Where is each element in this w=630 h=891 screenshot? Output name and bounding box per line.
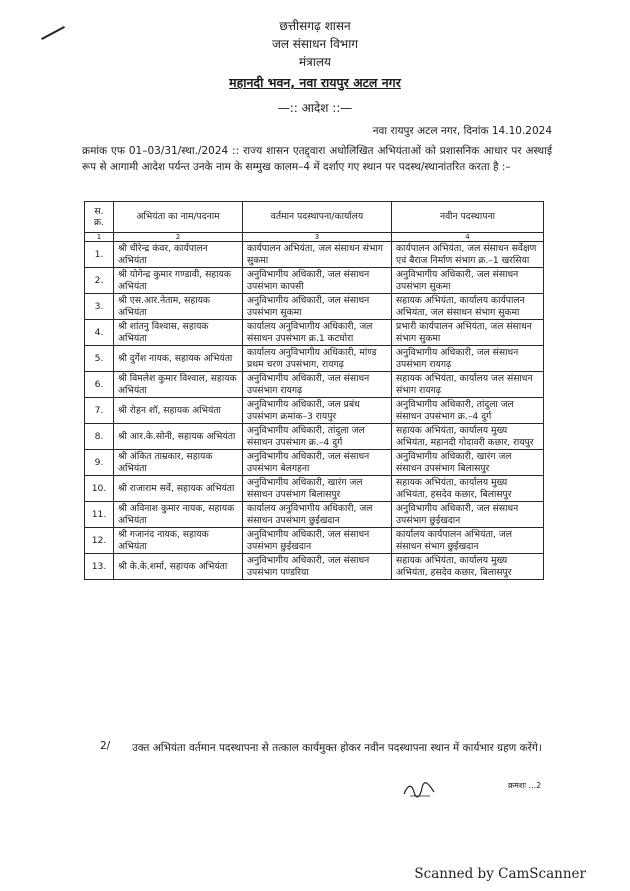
current-posting-cell: अनुविभागीय अधिकारी, जल संसाधन उपसंभाग बेलगहना — [243, 450, 392, 476]
serial-cell: 12. — [85, 528, 114, 554]
current-posting-cell: अनुविभागीय अधिकारी, जल संसाधन उपसंभाग सुकमा — [243, 294, 392, 320]
column-number: 2 — [114, 233, 243, 242]
column-number: 4 — [392, 233, 544, 242]
table-row — [85, 554, 544, 580]
new-posting-cell: कार्यपालन अभियंता, जल संसाधन सर्वेक्षण एवं बैराज निर्माण संभाग क्र.–1 खरसिया — [392, 242, 544, 268]
engineer-name-cell: श्री दुर्गेश नायक, सहायक अभियंता — [114, 346, 243, 372]
table-row — [85, 346, 544, 372]
serial-cell: 7. — [85, 398, 114, 424]
current-posting-cell: अनुविभागीय अधिकारी, जल संसाधन उपसंभाग कापसी — [243, 268, 392, 294]
header-address: महानदी भवन, नवा रायपुर अटल नगर — [229, 75, 401, 90]
table-row — [85, 450, 544, 476]
table-row — [85, 320, 544, 346]
new-posting-cell: सहायक अभियंता, कार्यालय मुख्य अभियंता, हसदेव कछार, बिलासपुर — [392, 476, 544, 502]
current-posting-cell: कार्यपालन अभियंता, जल संसाधन संभाग सुकमा — [243, 242, 392, 268]
new-posting-cell: अनुविभागीय अधिकारी, जल संसाधन उपसंभाग रायगढ़ — [392, 346, 544, 372]
engineer-name-cell: श्री के.के.शर्मा, सहायक अभियंता — [114, 554, 243, 580]
serial-cell: 4. — [85, 320, 114, 346]
engineer-name-cell: श्री राजाराम सर्वे, सहायक अभियंता — [114, 476, 243, 502]
engineer-name-cell: श्री एस.आर.नेताम, सहायक अभियंता — [114, 294, 243, 320]
current-posting-cell: कार्यालय अनुविभागीय अधिकारी, जल संसाधन उपसंभाग क्र.1 कटघोरा — [243, 320, 392, 346]
engineer-name-cell: श्री अंकित ताम्रकार, सहायक अभियंता — [114, 450, 243, 476]
engineer-name-cell: श्री आर.के.सोनी, सहायक अभियंता — [114, 424, 243, 450]
column-number-row — [85, 233, 544, 242]
para2-text: उक्त अभियंता वर्तमान पदस्थापना से तत्काल कार्यमुक्त होकर नवीन पदस्थापना स्थान में कार्यभार ग्रहण करेंगे। — [132, 742, 542, 754]
engineer-name-cell: श्री विमलेश कुमार विश्वाल, सहायक अभियंता — [114, 372, 243, 398]
table-row — [85, 398, 544, 424]
table-row — [85, 476, 544, 502]
new-posting-cell: सहायक अभियंता, कार्यालय मुख्य अभियंता, हसदेव कछार, बिलासपुर — [392, 554, 544, 580]
new-posting-cell: सहायक अभियंता, कार्यालय जल संसाधन संभाग रायगढ़ — [392, 372, 544, 398]
para2-number: 2/ — [100, 740, 111, 752]
table-body — [85, 233, 544, 580]
table-header-row — [85, 202, 544, 233]
current-posting-cell: अनुविभागीय अधिकारी, खारंग जल संसाधन उपसंभाग बिलासपुर — [243, 476, 392, 502]
current-posting-cell: अनुविभागीय अधिकारी, जल संसाधन उपसंभाग छुईखदान — [243, 528, 392, 554]
table-row — [85, 268, 544, 294]
engineer-name-cell: श्री धीरेन्द्र कंवर, कार्यपालन अभियंता — [114, 242, 243, 268]
new-posting-cell: अनुविभागीय अधिकारी, तांदुला जल संसाधन उपसंभाग क्र.–4 दुर्ग — [392, 398, 544, 424]
new-posting-cell: प्रभारी कार्यपालन अभियंता, जल संसाधन संभाग सुकमा — [392, 320, 544, 346]
serial-cell: 1. — [85, 242, 114, 268]
header-name: अभियंता का नाम/पदनाम — [114, 202, 243, 233]
continued-marker: क्रमशः ...2 — [508, 781, 542, 790]
new-posting-cell: सहायक अभियंता, कार्यालय कार्यपालन अभियंता, जल संसाधन संभाग सुकमा — [392, 294, 544, 320]
header-ministry: मंत्रालय — [298, 55, 331, 69]
engineer-name-cell: श्री अविनाश कुमार नायक, सहायक अभियंता — [114, 502, 243, 528]
serial-cell: 8. — [85, 424, 114, 450]
serial-cell: 6. — [85, 372, 114, 398]
header-department: जल संसाधन विभाग — [271, 37, 359, 51]
new-posting-cell: अनुविभागीय अधिकारी, जल संसाधन उपसंभाग सुकमा — [392, 268, 544, 294]
current-posting-cell: अनुविभागीय अधिकारी, जल संसाधन उपसंभाग पण्डरिया — [243, 554, 392, 580]
new-posting-cell: सहायक अभियंता, कार्यालय मुख्य अभियंता, महानदी गोदावरी कछार, रायपुर — [392, 424, 544, 450]
new-posting-cell: अनुविभागीय अधिकारी, जल संसाधन उपसंभाग छुईखदान — [392, 502, 544, 528]
new-posting-cell: अनुविभागीय अधिकारी, खारंग जल संसाधन उपसंभाग बिलासपुर — [392, 450, 544, 476]
serial-cell: 13. — [85, 554, 114, 580]
table-row — [85, 424, 544, 450]
table-row — [85, 528, 544, 554]
current-posting-cell: अनुविभागीय अधिकारी, जल प्रबंध उपसंभाग क्रमांक–3 रायपुर — [243, 398, 392, 424]
header-government: छत्तीसगढ़ शासन — [279, 19, 351, 33]
header-serial: स. क्र. — [85, 202, 114, 233]
engineer-name-cell: श्री गजानंद नायक, सहायक अभियंता — [114, 528, 243, 554]
new-posting-cell: कार्यालय कार्यपालन अभियंता, जल संसाधन संभाग छुईखदान — [392, 528, 544, 554]
dateline: नवा रायपुर अटल नगर, दिनांक 14.10.2024 — [372, 125, 552, 137]
engineer-name-cell: श्री शांतनु विश्वास, सहायक अभियंता — [114, 320, 243, 346]
table-row — [85, 294, 544, 320]
intro-paragraph: क्रमांक एफ 01–03/31/स्था./2024 :: राज्य शासन एतद्द्वारा अधोलिखित अभियंताओं को प्रशासनिक आधार पर अस्थाई रूप से आगामी आदेश पर्यन्त उनके नाम के सम्मुख कालम–4 में दर्शाए गए स्थान पर पदस्थ/स्थानांतरित करता है :– — [82, 145, 552, 173]
current-posting-cell: अनुविभागीय अधिकारी, तांदुला जल संसाधन उपसंभाग क्र.–4 दुर्ग — [243, 424, 392, 450]
scanner-watermark: Scanned by CamScanner — [414, 866, 586, 882]
column-number: 1 — [85, 233, 114, 242]
serial-cell: 5. — [85, 346, 114, 372]
current-posting-cell: अनुविभागीय अधिकारी, जल संसाधन उपसंभाग रायगढ़ — [243, 372, 392, 398]
postings-table — [84, 201, 544, 580]
signature-mark — [402, 780, 436, 800]
current-posting-cell: कार्यालय अनुविभागीय अधिकारी, जल संसाधन उपसंभाग छुईखदान — [243, 502, 392, 528]
serial-cell: 10. — [85, 476, 114, 502]
serial-cell: 3. — [85, 294, 114, 320]
table-row — [85, 242, 544, 268]
table-row — [85, 372, 544, 398]
engineer-name-cell: श्री रोहन शॉ, सहायक अभियंता — [114, 398, 243, 424]
table-row — [85, 502, 544, 528]
header-new: नवीन पदस्थापना — [392, 202, 544, 233]
engineer-name-cell: श्री योगेन्द्र कुमार गण्डावी, सहायक अभियंता — [114, 268, 243, 294]
header-current: वर्तमान पदस्थापना/कार्यालय — [243, 202, 392, 233]
current-posting-cell: कार्यालय अनुविभागीय अधिकारी, मांण्ड प्रथम चरण उपसंभाग, रायगढ़ — [243, 346, 392, 372]
serial-cell: 2. — [85, 268, 114, 294]
column-number: 3 — [243, 233, 392, 242]
serial-cell: 9. — [85, 450, 114, 476]
serial-cell: 11. — [85, 502, 114, 528]
order-title: —:: आदेश ::— — [277, 101, 353, 115]
